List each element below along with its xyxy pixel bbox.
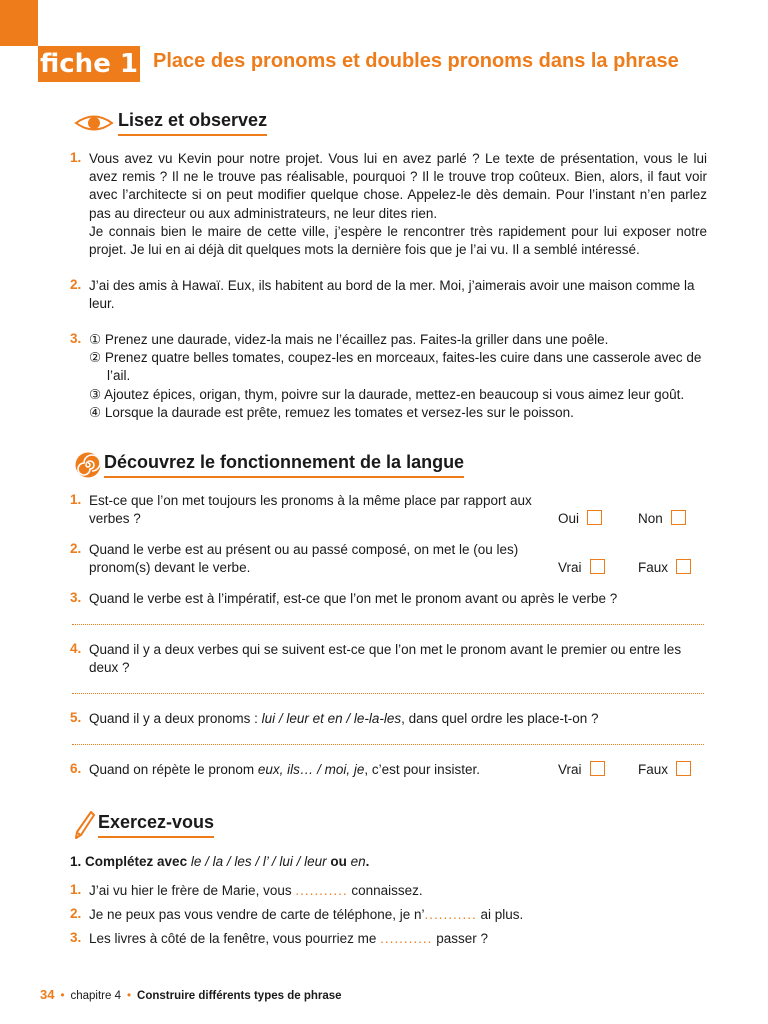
footer-chapter: chapitre 4 xyxy=(70,990,122,1002)
non-checkbox[interactable] xyxy=(671,510,686,525)
section-lisez-heading xyxy=(74,110,267,136)
page-title: Place des pronoms et doubles pronoms dans la phrase xyxy=(153,50,679,72)
section-lisez-title: Lisez et observez xyxy=(118,110,267,136)
vrai-checkbox[interactable] xyxy=(590,761,605,776)
recipe-step-3: ③ Ajoutez épices, origan, thym, poivre sur la daurade, mettez-en beaucoup si vous aimez leur goût. xyxy=(89,387,685,402)
question-1-text: Est-ce que l’on met toujours les pronoms à la même place par rapport aux verbes ? xyxy=(89,493,532,527)
vrai-checkbox[interactable] xyxy=(590,559,605,574)
sentence-2-number: 2. xyxy=(70,906,82,921)
question-1-option-non[interactable] xyxy=(638,510,686,526)
question-1-option-oui[interactable] xyxy=(558,510,602,526)
exercise-1-instruction: 1. Complétez avec le / la / les / l’ / lui / leur ou en. xyxy=(70,854,370,869)
question-3-number: 3. xyxy=(70,590,82,605)
question-6-number: 6. xyxy=(70,761,82,776)
faux-label: Faux xyxy=(638,560,669,575)
eye-icon xyxy=(74,112,114,134)
section-exercez-title: Exercez-vous xyxy=(98,812,214,838)
question-1-number: 1. xyxy=(70,492,82,507)
item-2-number: 2. xyxy=(70,277,82,292)
recipe-step-4: ④ Lorsque la daurade est prête, remuez les tomates et versez-les sur le poisson. xyxy=(89,405,574,420)
sentence-1-number: 1. xyxy=(70,882,82,897)
non-label: Non xyxy=(638,511,663,526)
question-2-option-vrai[interactable] xyxy=(558,559,605,575)
question-6-option-faux[interactable] xyxy=(638,761,691,777)
page-number: 34 xyxy=(40,987,55,1002)
sentence-1: J’ai vu hier le frère de Marie, vous ........... connaissez. xyxy=(89,883,423,898)
question-5-text: Quand il y a deux pronoms : lui / leur et en / le-la-les, dans quel ordre les place-t-on ? xyxy=(89,711,599,726)
item-1-paragraph-1: Vous avez vu Kevin pour notre projet. Vous lui en avez parlé ? Le texte de présentation, vous le lui avez remis ? Il ne le trouve pas réalisable, pourquoi ? Il le trouve trop coûteux. Bien, alors, il faut voir avec l’architecte si on peut modifier quelque chose. Appelez-le dès demain. Pour l’instant n’en parlez pas au directeur ou aux administrateurs, ne leur dites rien. xyxy=(89,151,707,221)
question-6-text: Quand on répète le pronom eux, ils… / moi, je, c’est pour insister. xyxy=(89,762,480,777)
item-1-paragraph-2: Je connais bien le maire de cette ville, j’espère le rencontrer très rapidement pour lui exposer notre projet. Je lui en ai déjà dit quelques mots la dernière fois que je l’ai vu. Il a semblé intéressé. xyxy=(89,224,707,258)
question-2-number: 2. xyxy=(70,541,82,556)
answer-line-4[interactable] xyxy=(72,693,704,694)
section-exercez-heading xyxy=(74,810,214,840)
faux-checkbox[interactable] xyxy=(676,761,691,776)
faux-checkbox[interactable] xyxy=(676,559,691,574)
question-2-option-faux[interactable] xyxy=(638,559,691,575)
vrai-label: Vrai xyxy=(558,762,582,777)
question-2-text: Quand le verbe est au présent ou au passé composé, on met le (ou les) pronom(s) devant le verbe. xyxy=(89,542,519,576)
sentence-2: Je ne peux pas vous vendre de carte de téléphone, je n’........... ai plus. xyxy=(89,907,524,922)
blank-2[interactable]: ........... xyxy=(424,907,477,922)
question-4-number: 4. xyxy=(70,641,82,656)
oui-label: Oui xyxy=(558,511,580,526)
fiche-badge: fiche 1 xyxy=(38,46,140,82)
vrai-label: Vrai xyxy=(558,560,582,575)
item-3-number: 3. xyxy=(70,331,82,346)
recipe-step-2: ② Prenez quatre belles tomates, coupez-les en morceaux, faites-les cuire dans une casserole avec de l’ail. xyxy=(89,350,702,384)
blank-3[interactable]: ........... xyxy=(380,931,433,946)
section-decouvrez-title: Découvrez le fonctionnement de la langue xyxy=(104,452,464,478)
section-decouvrez-heading xyxy=(74,451,464,479)
oui-checkbox[interactable] xyxy=(587,510,602,525)
sentence-3: Les livres à côté de la fenêtre, vous pourriez me ........... passer ? xyxy=(89,931,488,946)
answer-line-3[interactable] xyxy=(72,624,704,625)
header-tab-strip xyxy=(0,0,38,46)
question-4-text: Quand il y a deux verbes qui se suivent est-ce que l’on met le pronom avant le premier ou entre les deux ? xyxy=(89,642,682,676)
page-footer: 34 • chapitre 4 • Construire différents types de phrase xyxy=(40,987,342,1002)
recipe-step-1: ① Prenez une daurade, videz-la mais ne l’écaillez pas. Faites-la griller dans une poêle. xyxy=(89,332,609,347)
footer-chapter-title: Construire différents types de phrase xyxy=(137,990,342,1002)
question-5-number: 5. xyxy=(70,710,82,725)
sentence-3-number: 3. xyxy=(70,930,82,945)
answer-line-5[interactable] xyxy=(72,744,704,745)
spiral-icon xyxy=(74,451,102,479)
question-6-option-vrai[interactable] xyxy=(558,761,605,777)
pencil-icon xyxy=(74,810,96,840)
question-3-text: Quand le verbe est à l’impératif, est-ce que l’on met le pronom avant ou après le verbe ? xyxy=(89,591,618,606)
item-1-number: 1. xyxy=(70,150,82,165)
item-2-paragraph: J’ai des amis à Hawaï. Eux, ils habitent au bord de la mer. Moi, j’aimerais avoir une maison comme la leur. xyxy=(89,278,695,312)
faux-label: Faux xyxy=(638,762,669,777)
blank-1[interactable]: ........... xyxy=(295,883,348,898)
